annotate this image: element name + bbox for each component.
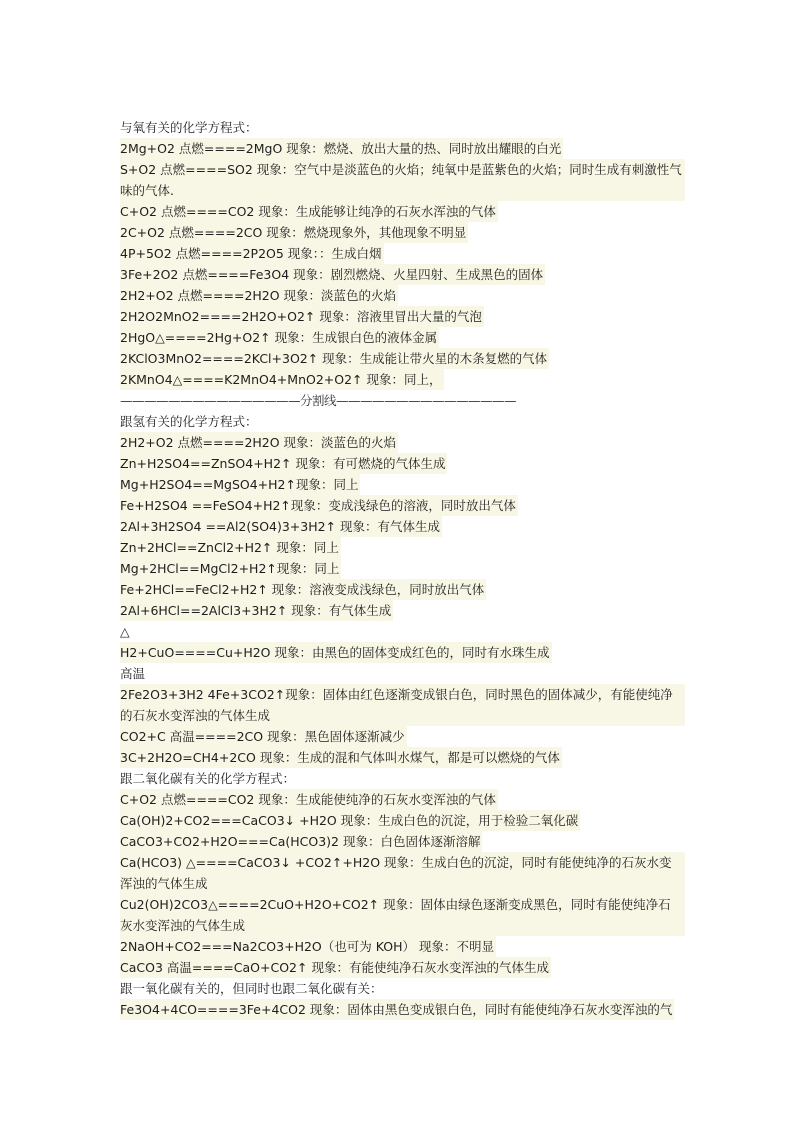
line-text: 2KMnO4△====K2MnO4+MnO2+O2↑ 现象：同上，: [120, 369, 444, 390]
line-text: 跟氢有关的化学方程式：: [120, 414, 258, 429]
line-text: CO2+C 高温====2CO 现象：黑色固体逐渐减少: [120, 726, 407, 747]
line-text: 2H2O2MnO2====2H2O+O2↑ 现象：溶液里冒出大量的气泡: [120, 306, 484, 327]
line-text: 2H2+O2 点燃====2H2O 现象：淡蓝色的火焰: [120, 285, 398, 306]
equation-line: [120, 957, 685, 978]
equation-line: [120, 747, 685, 768]
equation-line: [120, 537, 685, 558]
line-text: Mg+H2SO4==MgSO4+H2↑现象：同上: [120, 474, 360, 495]
line-text: Zn+H2SO4==ZnSO4+H2↑ 现象：有可燃烧的气体生成: [120, 453, 447, 474]
line-text: Cu2(OH)2CO3△====2CuO+H2O+CO2↑ 现象：固体由绿色逐渐变成黑色，同时有能使纯净石灰水变浑浊的气体生成: [120, 894, 685, 936]
equation-line: [120, 474, 685, 495]
line-text: C+O2 点燃====CO2 现象：生成能够让纯净的石灰水浑浊的气体: [120, 201, 498, 222]
line-text: 2Al+3H2SO4 ==Al2(SO4)3+3H2↑ 现象：有气体生成: [120, 516, 442, 537]
equation-line: [120, 936, 685, 957]
equation-line: [120, 348, 685, 369]
equation-line: [120, 495, 685, 516]
line-text: 2Fe2O3+3H2 4Fe+3CO2↑现象：固体由红色逐渐变成银白色，同时黑色的固体减少，有能使纯净的石灰水变浑浊的气体生成: [120, 684, 685, 726]
equation-line: [120, 894, 685, 936]
line-text: 3Fe+2O2 点燃====Fe3O4 现象：剧烈燃烧、火星四射、生成黑色的固体: [120, 264, 545, 285]
line-text: Mg+2HCl==MgCl2+H2↑现象：同上: [120, 558, 341, 579]
line-text: 跟一氧化碳有关的，但同时也跟二氧化碳有关：: [120, 981, 383, 996]
equation-line: [120, 285, 685, 306]
line-text: 2C+O2 点燃====2CO 现象：燃烧现象外，其他现象不明显: [120, 222, 468, 243]
section-heading: [120, 621, 685, 642]
equation-line: [120, 810, 685, 831]
line-text: △: [120, 624, 130, 639]
line-text: 2KClO3MnO2====2KCl+3O2↑ 现象：生成能让带火星的木条复燃的气体: [120, 348, 549, 369]
equation-line: [120, 642, 685, 663]
section-heading: [120, 411, 685, 432]
equation-line: [120, 432, 685, 453]
equation-line: [120, 264, 685, 285]
line-text: CaCO3 高温====CaO+CO2↑ 现象：有能使纯净石灰水变浑浊的气体生成: [120, 957, 551, 978]
equation-line: [120, 138, 685, 159]
equation-line: [120, 726, 685, 747]
line-text: C+O2 点燃====CO2 现象：生成能使纯净的石灰水变浑浊的气体: [120, 789, 498, 810]
equation-line: [120, 453, 685, 474]
line-text: 与氧有关的化学方程式：: [120, 120, 258, 135]
equation-line: [120, 789, 685, 810]
equation-line: [120, 306, 685, 327]
line-text: Fe+H2SO4 ==FeSO4+H2↑现象：变成浅绿色的溶液，同时放出气体: [120, 495, 518, 516]
equation-line: [120, 831, 685, 852]
equation-line: [120, 201, 685, 222]
equation-line: [120, 852, 685, 894]
section-heading: [120, 768, 685, 789]
line-text: S+O2 点燃====SO2 现象：空气中是淡蓝色的火焰；纯氧中是蓝紫色的火焰；同时生成有刺激性气味的气体.: [120, 159, 685, 201]
line-text: H2+CuO====Cu+H2O 现象：由黑色的固体变成红色的，同时有水珠生成: [120, 642, 552, 663]
line-text: Zn+2HCl==ZnCl2+H2↑ 现象：同上: [120, 537, 341, 558]
equation-line: [120, 558, 685, 579]
line-text: Fe3O4+4CO====3Fe+4CO2 现象：固体由黑色变成银白色，同时有能使纯净石灰水变浑浊的气: [120, 999, 674, 1020]
line-text: Ca(OH)2+CO2===CaCO3↓ +H2O 现象：生成白色的沉淀，用于检验二氧化碳: [120, 810, 580, 831]
equation-line: [120, 159, 685, 201]
document-body: [120, 117, 685, 1020]
line-text: 高温: [120, 666, 146, 681]
line-text: 3C+2H2O=CH4+2CO 现象：生成的混和气体叫水煤气，都是可以燃烧的气体: [120, 747, 562, 768]
section-heading: [120, 978, 685, 999]
line-text: 2H2+O2 点燃====2H2O 现象：淡蓝色的火焰: [120, 432, 398, 453]
separator-line: [120, 390, 685, 411]
equation-line: [120, 243, 685, 264]
line-text: CaCO3+CO2+H2O===Ca(HCO3)2 现象：白色固体逐渐溶解: [120, 831, 482, 852]
line-text: Fe+2HCl==FeCl2+H2↑ 现象：溶液变成浅绿色，同时放出气体: [120, 579, 486, 600]
equation-line: [120, 516, 685, 537]
equation-line: [120, 369, 685, 390]
section-heading: [120, 663, 685, 684]
line-text: 2Mg+O2 点燃====2MgO 现象：燃烧、放出大量的热、同时放出耀眼的白光: [120, 138, 563, 159]
equation-line: [120, 600, 685, 621]
equation-line: [120, 327, 685, 348]
equation-line: [120, 222, 685, 243]
equation-line: [120, 999, 685, 1020]
line-text: 4P+5O2 点燃====2P2O5 现象：：生成白烟: [120, 243, 384, 264]
equation-line: [120, 579, 685, 600]
line-text: ———————————————分割线———————————————: [120, 393, 517, 408]
section-heading: [120, 117, 685, 138]
line-text: 2NaOH+CO2===Na2CO3+H2O（也可为 KOH） 现象：不明显: [120, 936, 496, 957]
line-text: Ca(HCO3) △====CaCO3↓ +CO2↑+H2O 现象：生成白色的沉淀，同时有能使纯净的石灰水变浑浊的气体生成: [120, 852, 685, 894]
line-text: 2HgO△====2Hg+O2↑ 现象：生成银白色的液体金属: [120, 327, 439, 348]
equation-line: [120, 684, 685, 726]
line-text: 2Al+6HCl==2AlCl3+3H2↑ 现象：有气体生成: [120, 600, 393, 621]
line-text: 跟二氧化碳有关的化学方程式：: [120, 771, 296, 786]
